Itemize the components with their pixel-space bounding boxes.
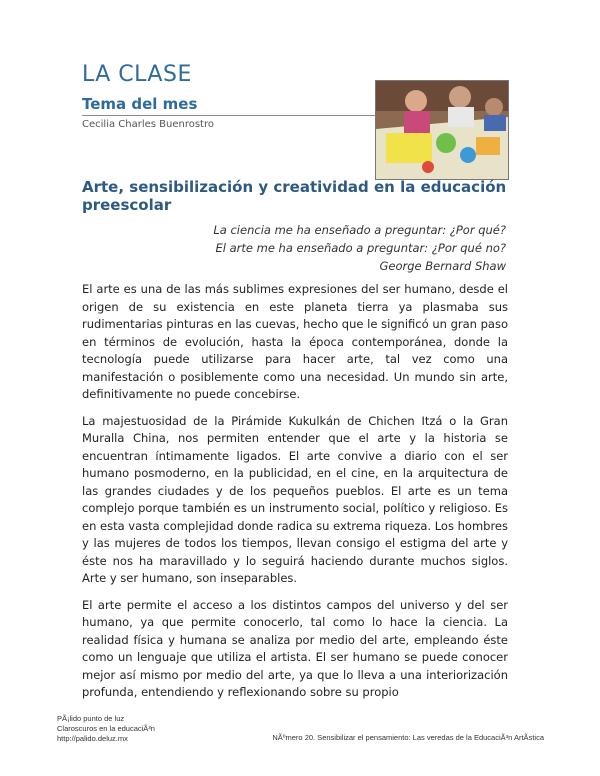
footer-publication-name: PÃ¡lido punto de luz — [57, 714, 125, 723]
paragraph: La majestuosidad de la Pirámide Kukulkán de Chichen Itzá o la Gran Muralla China, nos permiten entender que el arte y la historia se encuentran íntimamente ligados. El arte convive a diario con el ser humano posmoderno, en la publicidad, en el cine, en la arquitectura de las grandes ciudades y de los pequeños pueblos. El arte es un tema complejo porque también es un instrumento social, político y religioso. Es en esta vasta complejidad donde radica su extrema riqueza. Los hombres y las mujeres de todos los tiempos, llevan consigo el estigma del arte y éste nos ha maravillado y lo seguirá haciendo durante muchos siglos. Arte y ser humano, son inseparables. — [82, 413, 508, 585]
footer-section-name: Claroscuros en la educaciÃ³n — [57, 724, 155, 733]
epigraph-quote — [213, 221, 506, 275]
paragraph: El arte permite el acceso a los distintos campos del universo y del ser humano, ya que permite conocerlo, tal como lo hace la ciencia. La realidad física y humana se analiza por medio del arte, empleando éste como un lenguaje que utiliza el artista. El ser humano se puede conocer mejor así mismo por medio del arte, ya que lo lleva a una interiorización profunda, entendiendo y reflexionando sobre su propio — [82, 597, 508, 699]
section-label: Tema del mes — [82, 95, 198, 113]
footer-issue-info: NÃºmero 20. Sensibilizar el pensamiento: Las veredas de la EducaciÃ³n ArtÃstica — [272, 733, 544, 742]
children-painting-photo — [375, 80, 509, 180]
epigraph-line-1: La ciencia me ha enseñado a preguntar: ¿Por qué? — [213, 223, 506, 237]
page-title: LA CLASE — [82, 62, 192, 87]
header-divider — [82, 115, 378, 116]
photo-illustration — [376, 81, 508, 179]
footer-url[interactable]: http://palido.deluz.mx — [57, 734, 128, 743]
article-title: Arte, sensibilización y creatividad en la educación preescolar — [82, 178, 507, 214]
footer-publication-info — [57, 714, 155, 744]
article-body — [82, 281, 508, 711]
paragraph: El arte es una de las más sublimes expresiones del ser humano, desde el origen de su existencia en este planeta tierra ya plasmaba sus rudimentarias pinturas en las cuevas, hecho que le significó un gran paso en términos de evolución, hasta la época contemporánea, donde la tecnología puede utilizarse para hacer arte, tal vez como una manifestación o posiblemente como una necesidad. Un mundo sin arte, definitivamente no puede concebirse. — [82, 282, 508, 401]
author-name: Cecilia Charles Buenrostro — [82, 119, 214, 130]
epigraph-line-2: El arte me ha enseñado a preguntar: ¿Por qué no? — [215, 241, 506, 255]
epigraph-attribution: George Bernard Shaw — [379, 259, 506, 273]
